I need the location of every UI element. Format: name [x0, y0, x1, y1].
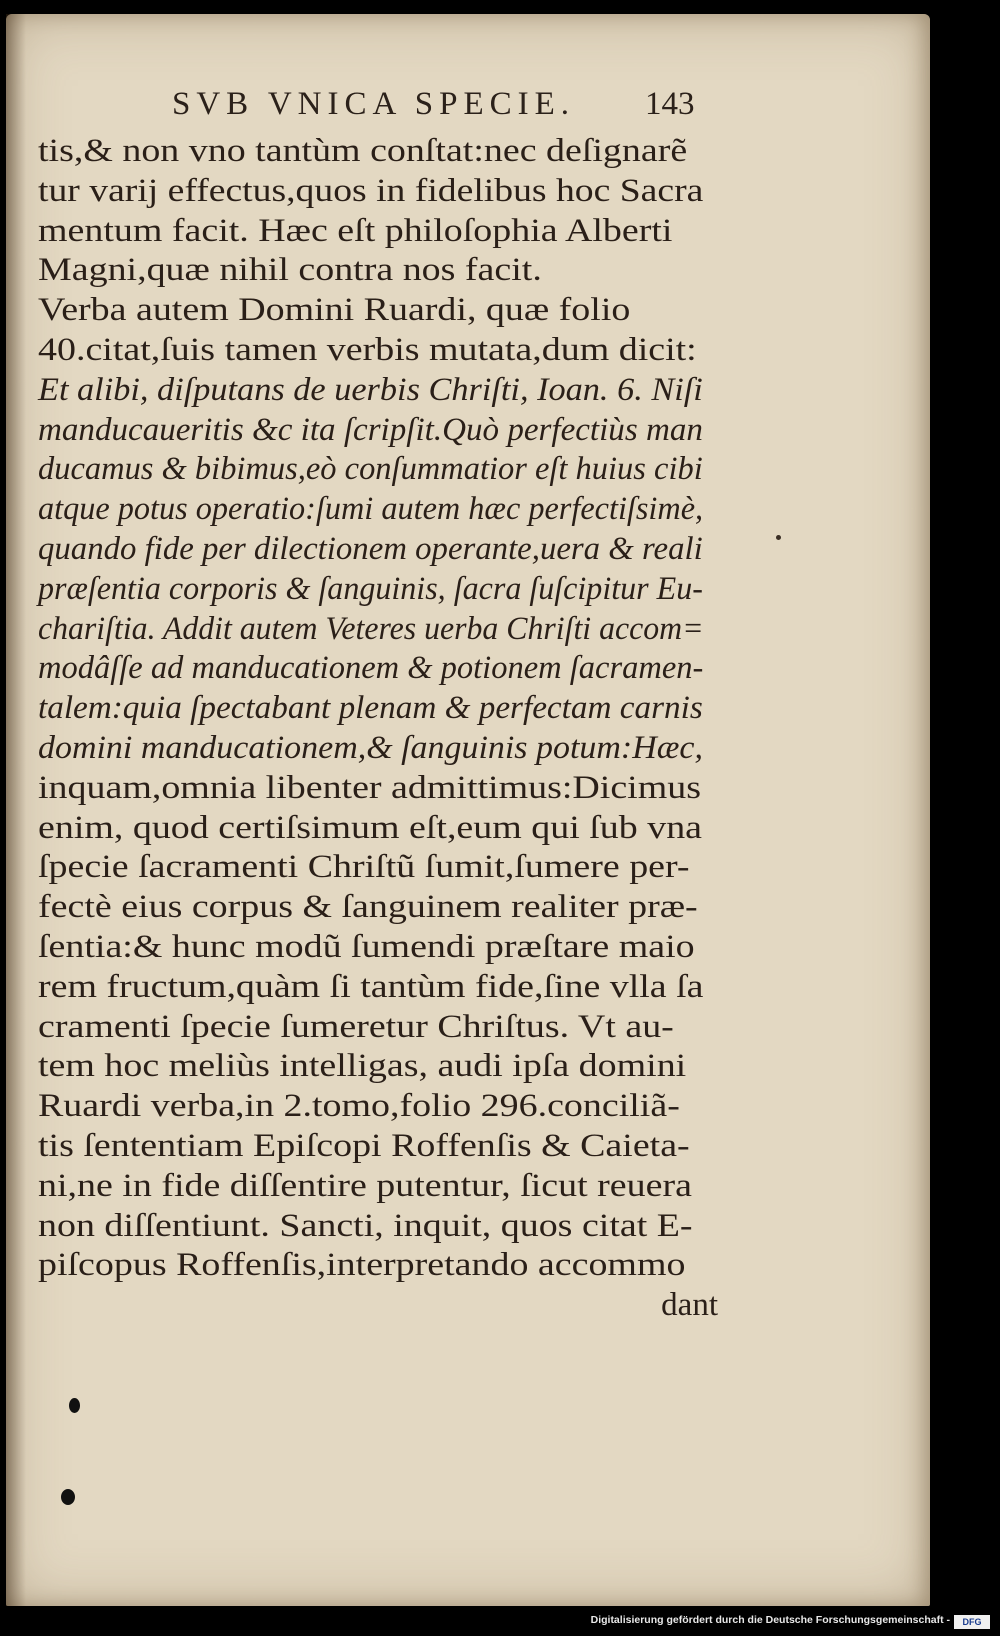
page-number: 143	[645, 86, 695, 122]
text-line: ſentia:& hunc modũ ſumendi præſtare maio	[38, 928, 695, 965]
text-line: fectè eius corpus & ſanguinem realiter præ-	[38, 889, 698, 926]
text-line: modâſſe ad manducationem & potionem ſacramen-	[38, 650, 704, 687]
text-line: enim, quod certiſsimum eſt,eum qui ſub vna	[38, 809, 703, 846]
text-line: tis ſententiam Epiſcopi Roffenſis & Caieta-	[38, 1127, 690, 1164]
text-line: ſpecie ſacramenti Chriſtũ ſumit,ſumere per-	[38, 849, 690, 886]
running-head: SVB VNICA SPECIE.	[172, 86, 576, 122]
text-line: Magni,quæ nihil contra nos facit.	[38, 252, 542, 289]
digitization-footer	[0, 1612, 1000, 1636]
text-line: Ruardi verba,in 2.tomo,folio 296.conciliã-	[38, 1088, 680, 1125]
ink-blot	[61, 1489, 75, 1505]
text-line: Verba autem Domini Ruardi, quæ folio	[38, 292, 631, 329]
text-line: tis,& non vno tantùm conſtat:nec deſignarẽ	[38, 133, 688, 169]
text-line: mentum facit. Hæc eſt philoſophia Alberti	[38, 212, 673, 249]
text-line: 40.citat,ſuis tamen verbis mutata,dum dicit:	[38, 331, 697, 368]
text-line: tem hoc meliùs intelligas, audi ipſa domini	[38, 1048, 687, 1085]
page-header	[0, 86, 1000, 130]
page-gutter-shadow	[6, 14, 26, 1606]
paper-speck	[776, 535, 781, 540]
text-line: talem:quia ſpectabant plenam & perfectam carnis	[38, 690, 703, 727]
text-line: inquam,omnia libenter admittimus:Dicimus	[38, 769, 701, 806]
text-line: atque potus operatio:ſumi autem hæc perfectiſsimè,	[38, 491, 704, 528]
text-line: Et alibi, diſputans de uerbis Chriſti, Ioan. 6. Niſi	[38, 371, 703, 408]
text-line: piſcopus Roffenſis,interpretando accommo	[38, 1247, 686, 1284]
text-line: non diſſentiunt. Sancti, inquit, quos citat E-	[38, 1207, 693, 1244]
text-line: manducaueritis &c ita ſcripſit.Quò perfectiùs man	[38, 411, 703, 448]
text-line: tur varij effectus,quos in fidelibus hoc Sacra	[38, 172, 704, 209]
text-line: ni,ne in fide diſſentire putentur, ſicut reuera	[38, 1167, 692, 1204]
ink-blot	[69, 1398, 80, 1413]
text-line: domini manducationem,& ſanguinis potum:Hæc,	[38, 729, 703, 766]
text-line: cramenti ſpecie ſumeretur Chriſtus. Vt au-	[38, 1008, 674, 1045]
text-line: quando fide per dilectionem operante,uera & reali	[38, 530, 703, 567]
funding-credit: Digitalisierung gefördert durch die Deutsche Forschungsgemeinschaft -	[590, 1614, 950, 1626]
dfg-logo-icon: DFG	[954, 1615, 990, 1629]
catchword: dant	[661, 1287, 718, 1324]
text-line: præſentia corporis & ſanguinis, ſacra ſuſcipitur Eu-	[38, 570, 703, 607]
text-line: ducamus & bibimus,eò conſummatior eſt huius cibi	[38, 451, 703, 488]
text-line: chariſtia. Addit autem Veteres uerba Chriſti accom=	[38, 610, 704, 647]
body-text	[38, 132, 718, 1326]
text-line: rem fructum,quàm ſi tantùm fide,ſine vlla ſa	[38, 968, 704, 1005]
